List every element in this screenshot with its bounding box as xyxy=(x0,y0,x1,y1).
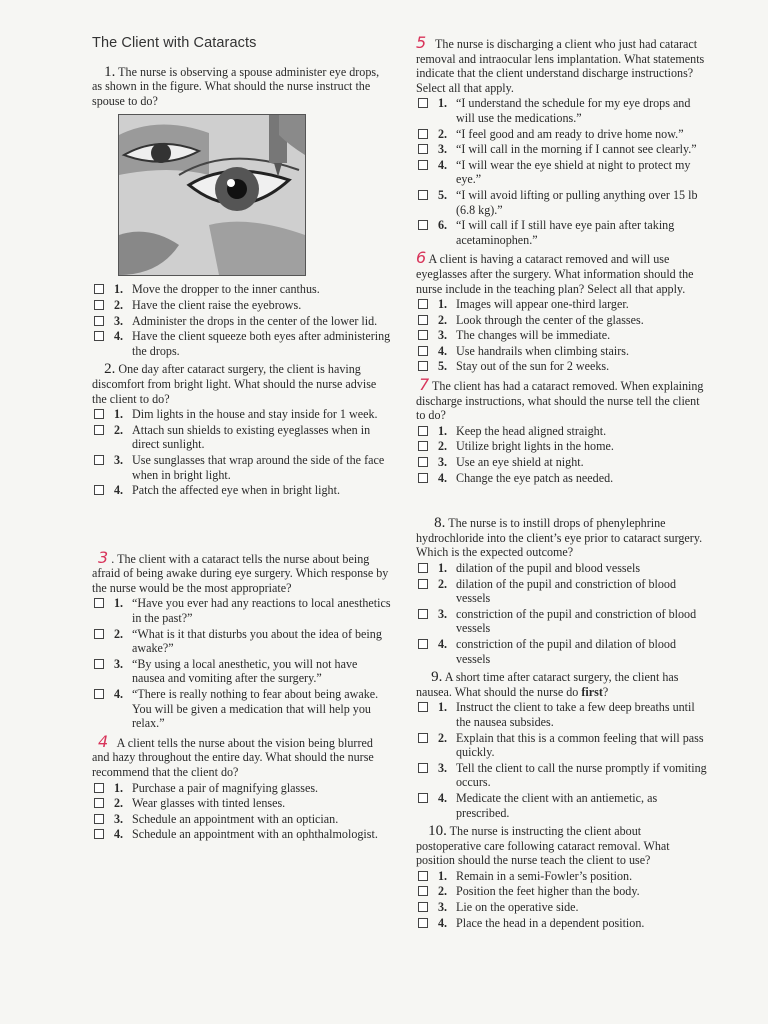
checkbox[interactable] xyxy=(94,455,104,465)
question-stem: The nurse is observing a spouse administer eye drops, as shown in the figure. What should the nurse instruct the spouse to do? xyxy=(92,64,380,108)
question-10 xyxy=(416,824,708,930)
checkbox[interactable] xyxy=(418,473,428,483)
question-number: 5 xyxy=(416,33,427,52)
checkbox[interactable] xyxy=(94,284,104,294)
option-1[interactable]: 1. dilation of the pupil and blood vessels xyxy=(416,561,708,576)
question-stem: One day after cataract surgery, the client is having discomfort from bright light. What should the nurse advise the client to do? xyxy=(92,362,377,406)
checkbox[interactable] xyxy=(418,457,428,467)
question-number: 8. xyxy=(434,515,446,532)
option-1[interactable]: 1. “I understand the schedule for my eye drops and will use the medications.” xyxy=(416,96,708,125)
option-list xyxy=(92,596,392,730)
option-2[interactable]: 2. Utilize bright lights in the home. xyxy=(416,439,708,454)
option-list xyxy=(416,424,708,485)
option-1[interactable]: 1. Keep the head aligned straight. xyxy=(416,424,708,439)
checkbox[interactable] xyxy=(418,763,428,773)
option-2[interactable]: 2. Position the feet higher than the body. xyxy=(416,884,708,899)
checkbox[interactable] xyxy=(418,315,428,325)
checkbox[interactable] xyxy=(418,361,428,371)
question-4 xyxy=(92,731,392,842)
question-3 xyxy=(92,547,392,731)
question-number: 7 xyxy=(419,375,430,395)
checkbox[interactable] xyxy=(418,144,428,154)
option-3[interactable]: 3. Use sunglasses that wrap around the side of the face when in bright light. xyxy=(92,453,392,482)
option-5[interactable]: 5. Stay out of the sun for 2 weeks. xyxy=(416,359,708,374)
question-5 xyxy=(416,33,708,247)
option-3[interactable]: 3. constriction of the pupil and constriction of blood vessels xyxy=(416,607,708,636)
checkbox[interactable] xyxy=(94,798,104,808)
option-list xyxy=(416,561,708,666)
option-2[interactable]: 2. Have the client raise the eyebrows. xyxy=(92,298,392,313)
question-stem: The nurse is instructing the client about postoperative care following cataract removal. What position should the nurse teach the client to use? xyxy=(416,824,670,868)
option-4[interactable]: 4. Medicate the client with an antiemetic, as prescribed. xyxy=(416,791,708,820)
checkbox[interactable] xyxy=(418,702,428,712)
option-2[interactable]: 2. Look through the center of the glasses. xyxy=(416,313,708,328)
option-3[interactable]: 3. Use an eye shield at night. xyxy=(416,455,708,470)
question-stem: The client has had a cataract removed. When explaining discharge instructions, what should the nurse tell the client to do? xyxy=(416,379,704,423)
option-list xyxy=(416,700,708,820)
option-3[interactable]: 3. Tell the client to call the nurse promptly if vomiting occurs. xyxy=(416,761,708,790)
option-2[interactable]: 2. “I feel good and am ready to drive home now.” xyxy=(416,127,708,142)
checkbox[interactable] xyxy=(94,331,104,341)
checkbox[interactable] xyxy=(418,441,428,451)
option-list xyxy=(416,869,708,930)
option-6[interactable]: 6. “I will call if I still have eye pain after taking acetaminophen.” xyxy=(416,218,708,247)
right-column xyxy=(416,33,708,931)
option-list xyxy=(92,407,392,498)
question-number: 9. xyxy=(431,669,443,686)
question-stem: A client tells the nurse about the vision being blurred and hazy throughout the entire day. What should the nurse recommend that the client do? xyxy=(92,735,374,779)
question-stem: . The client with a cataract tells the nurse about being afraid of being awake during eye surgery. Which response by the nurse would be the most appropriate? xyxy=(92,551,389,595)
option-4[interactable]: 4. “There is really nothing to fear about being awake. You will be given a medication that will help you relax.” xyxy=(92,687,392,731)
checkbox[interactable] xyxy=(418,129,428,139)
checkbox[interactable] xyxy=(94,814,104,824)
option-4[interactable]: 4. Patch the affected eye when in bright light. xyxy=(92,483,392,498)
question-number: 6 xyxy=(416,248,427,268)
option-list xyxy=(92,282,392,358)
option-2[interactable]: 2. Attach sun shields to existing eyeglasses when in direct sunlight. xyxy=(92,423,392,452)
question-1 xyxy=(92,65,392,359)
checkbox[interactable] xyxy=(418,98,428,108)
option-4[interactable]: 4. Schedule an appointment with an ophthalmologist. xyxy=(92,827,392,842)
question-stem: The nurse is to instill drops of phenylephrine hydrochloride into the client’s eye prior to cataract surgery. Which is the expected outcome? xyxy=(416,516,703,560)
checkbox[interactable] xyxy=(418,579,428,589)
option-4[interactable]: 4. constriction of the pupil and dilation of blood vessels xyxy=(416,637,708,666)
question-7 xyxy=(416,375,708,485)
checkbox[interactable] xyxy=(418,190,428,200)
checkbox[interactable] xyxy=(418,609,428,619)
question-9: 9. A short time after cataract surgery, the client has nausea. What should the nurse do first? 1. Instruct the client to take a few deep breaths until the nausea subsides. 2. Explain that this is a common feeling that will pass quickly. 3. Tell the client to call the nurse promptly if vomiting occurs. 4. Medicate the client with an antiemetic, as prescribed. xyxy=(416,669,707,820)
checkbox[interactable] xyxy=(418,220,428,230)
checkbox[interactable] xyxy=(418,160,428,170)
question-number: 4 xyxy=(98,731,109,751)
option-list xyxy=(416,96,708,247)
page-title: The Client with Cataracts xyxy=(92,35,257,51)
eye-drop-illustration xyxy=(119,115,305,275)
checkbox[interactable] xyxy=(418,733,428,743)
option-5[interactable]: 5. “I will avoid lifting or pulling anything over 15 lb (6.8 kg).” xyxy=(416,188,708,217)
checkbox[interactable] xyxy=(418,299,428,309)
checkbox[interactable] xyxy=(94,783,104,793)
checkbox[interactable] xyxy=(94,300,104,310)
option-3[interactable]: 3. Schedule an appointment with an optician. xyxy=(92,812,392,827)
option-4[interactable]: 4. Use handrails when climbing stairs. xyxy=(416,344,708,359)
question-8 xyxy=(416,516,708,666)
option-1[interactable]: 1. Images will appear one-third larger. xyxy=(416,297,708,312)
option-3[interactable]: 3. Administer the drops in the center of the lower lid. xyxy=(92,314,392,329)
question-number: 3 xyxy=(98,547,109,567)
checkbox[interactable] xyxy=(418,871,428,881)
option-4[interactable]: 4. Change the eye patch as needed. xyxy=(416,471,708,486)
option-1[interactable]: 1. Purchase a pair of magnifying glasses. xyxy=(92,781,392,796)
option-1[interactable]: 1. Remain in a semi-Fowler’s position. xyxy=(416,869,708,884)
checkbox[interactable] xyxy=(94,629,104,639)
option-2[interactable]: 2. “What is it that disturbs you about the idea of being awake?” xyxy=(92,627,392,656)
question-2 xyxy=(92,362,392,497)
checkbox[interactable] xyxy=(418,639,428,649)
checkbox[interactable] xyxy=(418,330,428,340)
question-number: 1. xyxy=(104,63,116,80)
checkbox[interactable] xyxy=(94,829,104,839)
question-number: 10. xyxy=(428,823,447,840)
question-stem: The nurse is discharging a client who just had cataract removal and intraocular lens implantation. What statements indicate that the client understand discharge instructions? Select all that apply. xyxy=(416,37,705,95)
option-2[interactable]: 2. Wear glasses with tinted lenses. xyxy=(92,796,392,811)
eye-drop-figure xyxy=(118,114,306,276)
checkbox[interactable] xyxy=(418,902,428,912)
option-4[interactable]: 4. “I will wear the eye shield at night to protect my eye.” xyxy=(416,158,708,187)
option-1[interactable]: 1. Dim lights in the house and stay inside for 1 week. xyxy=(92,407,392,422)
option-1[interactable]: 1. Move the dropper to the inner canthus. xyxy=(92,282,392,297)
option-1[interactable]: 1. Instruct the client to take a few deep breaths until the nausea subsides. xyxy=(416,700,708,729)
option-3[interactable]: 3. “I will call in the morning if I cannot see clearly.” xyxy=(416,142,708,157)
option-3[interactable]: 3. “By using a local anesthetic, you will not have nausea and vomiting after the surgery.” xyxy=(92,657,392,686)
option-4[interactable]: 4. Have the client squeeze both eyes after administering the drops. xyxy=(92,329,392,358)
checkbox[interactable] xyxy=(418,346,428,356)
checkbox[interactable] xyxy=(94,316,104,326)
question-6 xyxy=(416,248,708,374)
option-3[interactable]: 3. Lie on the operative side. xyxy=(416,900,708,915)
option-3[interactable]: 3. The changes will be immediate. xyxy=(416,328,708,343)
option-list xyxy=(416,297,708,374)
checkbox[interactable] xyxy=(94,659,104,669)
option-list xyxy=(92,781,392,842)
checkbox[interactable] xyxy=(94,425,104,435)
question-stem: A client is having a cataract removed and will use eyeglasses after the surgery. What information should the nurse include in the teaching plan? Select all that apply. xyxy=(416,252,694,296)
checkbox[interactable] xyxy=(418,886,428,896)
checkbox[interactable] xyxy=(418,918,428,928)
left-column xyxy=(92,36,392,843)
option-1[interactable]: 1. “Have you ever had any reactions to local anesthetics in the past?” xyxy=(92,596,392,625)
checkbox[interactable] xyxy=(94,689,104,699)
checkbox[interactable] xyxy=(418,563,428,573)
question-number: 2. xyxy=(104,361,116,378)
checkbox[interactable] xyxy=(94,409,104,419)
checkbox[interactable] xyxy=(418,426,428,436)
option-2[interactable]: 2. Explain that this is a common feeling that will pass quickly. xyxy=(416,731,708,760)
checkbox[interactable] xyxy=(418,793,428,803)
checkbox[interactable] xyxy=(94,485,104,495)
option-4[interactable]: 4. Place the head in a dependent position. xyxy=(416,916,708,931)
option-2[interactable]: 2. dilation of the pupil and constriction of blood vessels xyxy=(416,577,708,606)
checkbox[interactable] xyxy=(94,598,104,608)
